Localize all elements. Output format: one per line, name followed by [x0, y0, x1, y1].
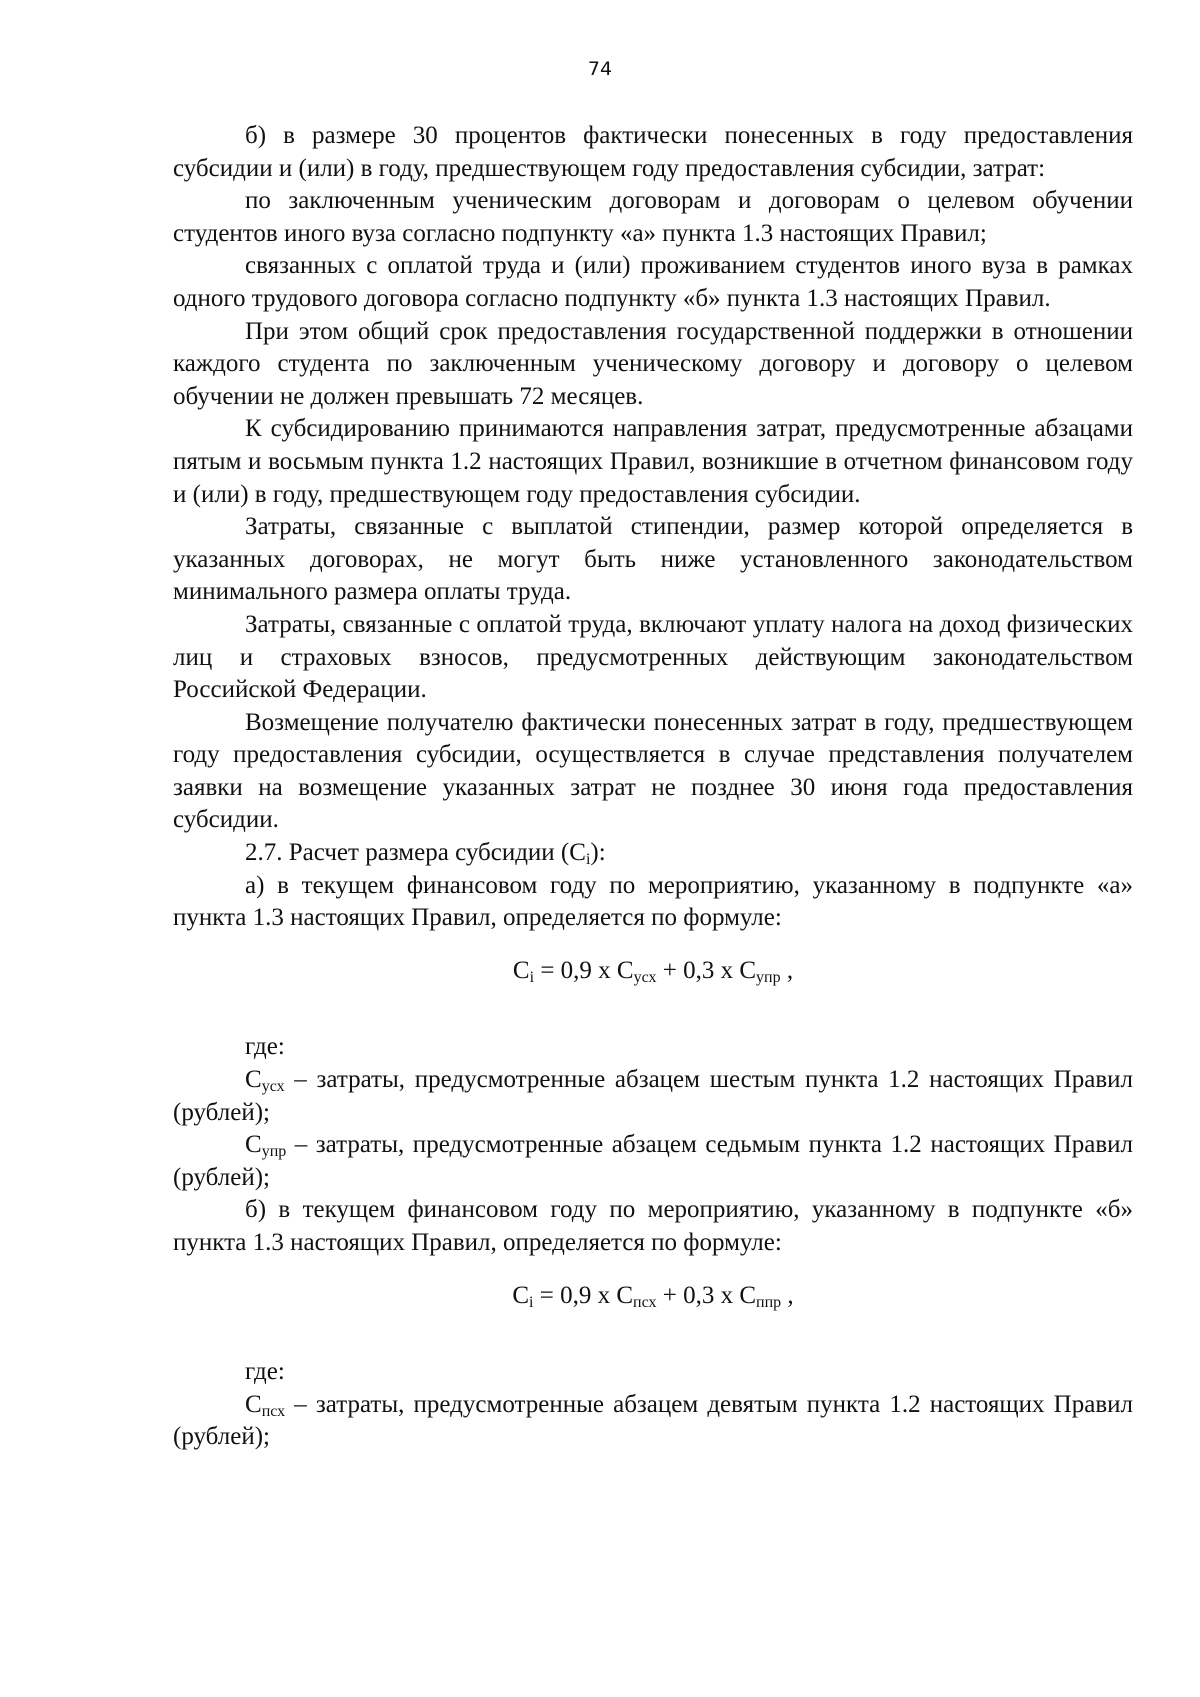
subscript: усх [633, 968, 657, 986]
formula-term: + 0,3 х С [656, 956, 757, 984]
paragraph: б) в текущем финансовом году по мероприятию, указанному в подпункте «б» пункта 1.3 настоящих Правил, определяется по формуле: [173, 1196, 1133, 1256]
subscript: i [529, 1293, 534, 1311]
formula-symbol: С [512, 1281, 530, 1309]
formula-symbol: С [245, 1131, 262, 1159]
paragraph: по заключенным ученическим договорам и договорам о целевом обучении студентов иного вуза согласно подпункту «а» пункта 1.3 настоящих Правил; [173, 187, 1133, 247]
definition [173, 1389, 1133, 1454]
formula-symbol: С [245, 1066, 262, 1094]
paragraph: К субсидированию принимаются направления затрат, предусмотренные абзацами пятым и восьмым пункта 1.2 настоящих Правил, возникшие в отчетном финансовом году и (или) в году, предшествующем году предоставления субсидии. [173, 415, 1133, 508]
subscript: i [529, 968, 535, 986]
subscript: упр [756, 968, 781, 986]
formula [173, 1280, 1133, 1313]
section-heading [173, 837, 1133, 870]
paragraph: При этом общий срок предоставления государственной поддержки в отношении каждого студента по заключенным ученическому договору и договору о целевом обучении не должен превышать 72 месяцев. [173, 317, 1133, 410]
definition [173, 1064, 1133, 1129]
formula-symbol: С [245, 1390, 262, 1418]
heading-text-end: ): [590, 839, 606, 867]
where-label: где: [245, 1033, 285, 1061]
paragraph: Возмещение получателю фактически понесенных затрат в году, предшествующем году предоставления субсидии, осуществляется в случае представления получателем заявки на возмещение указанных затрат не позднее 30 июня года предоставления субсидии. [173, 708, 1133, 834]
definition [173, 1129, 1133, 1194]
paragraph: связанных с оплатой труда и (или) проживанием студентов иного вуза в рамках одного трудового договора согласно подпункту «б» пункта 1.3 настоящих Правил. [173, 252, 1133, 312]
subscript: ппр [756, 1293, 782, 1311]
definition-text: – затраты, предусмотренные абзацем шестым пункта 1.2 настоящих Правил (рублей); [173, 1066, 1133, 1126]
paragraph: а) в текущем финансовом году по мероприятию, указанному в подпункте «а» пункта 1.3 настоящих Правил, определяется по формуле: [173, 871, 1133, 932]
where-label: где: [245, 1358, 285, 1386]
paragraph: Затраты, связанные с оплатой труда, включают уплату налога на доход физических лиц и страховых взносов, предусмотренных действующим законодательством Российской Федерации. [173, 610, 1133, 704]
document-body [173, 120, 1133, 1454]
formula [173, 955, 1133, 988]
formula-term: = 0,9 х С [533, 1281, 634, 1309]
heading-text: 2.7. Расчет размера субсидии (С [245, 839, 586, 867]
formula-term: + 0,3 х С [656, 1281, 757, 1309]
subscript: псх [261, 1402, 286, 1420]
subscript: усх [261, 1078, 285, 1096]
paragraph: Затраты, связанные с выплатой стипендии, размер которой определяется в указанных договорах, не могут быть ниже установленного законодательством минимального размера оплаты труда. [173, 513, 1133, 606]
subscript: i [585, 851, 591, 869]
formula-end: , [781, 1281, 794, 1309]
formula-symbol: С [512, 956, 530, 984]
paragraph: б) в размере 30 процентов фактически понесенных в году предоставления субсидии и (или) в году, предшествующем году предоставления субсидии, затрат: [173, 122, 1133, 182]
subscript: псх [633, 1293, 657, 1311]
page-number: 74 [587, 58, 613, 80]
formula-end: , [780, 956, 794, 984]
definition-text: – затраты, предусмотренные абзацем седьмым пункта 1.2 настоящих Правил (рублей); [173, 1131, 1133, 1191]
definition-text: – затраты, предусмотренные абзацем девятым пункта 1.2 настоящих Правил (рублей); [173, 1390, 1133, 1451]
subscript: упр [261, 1143, 287, 1161]
formula-term: = 0,9 х С [534, 956, 634, 984]
